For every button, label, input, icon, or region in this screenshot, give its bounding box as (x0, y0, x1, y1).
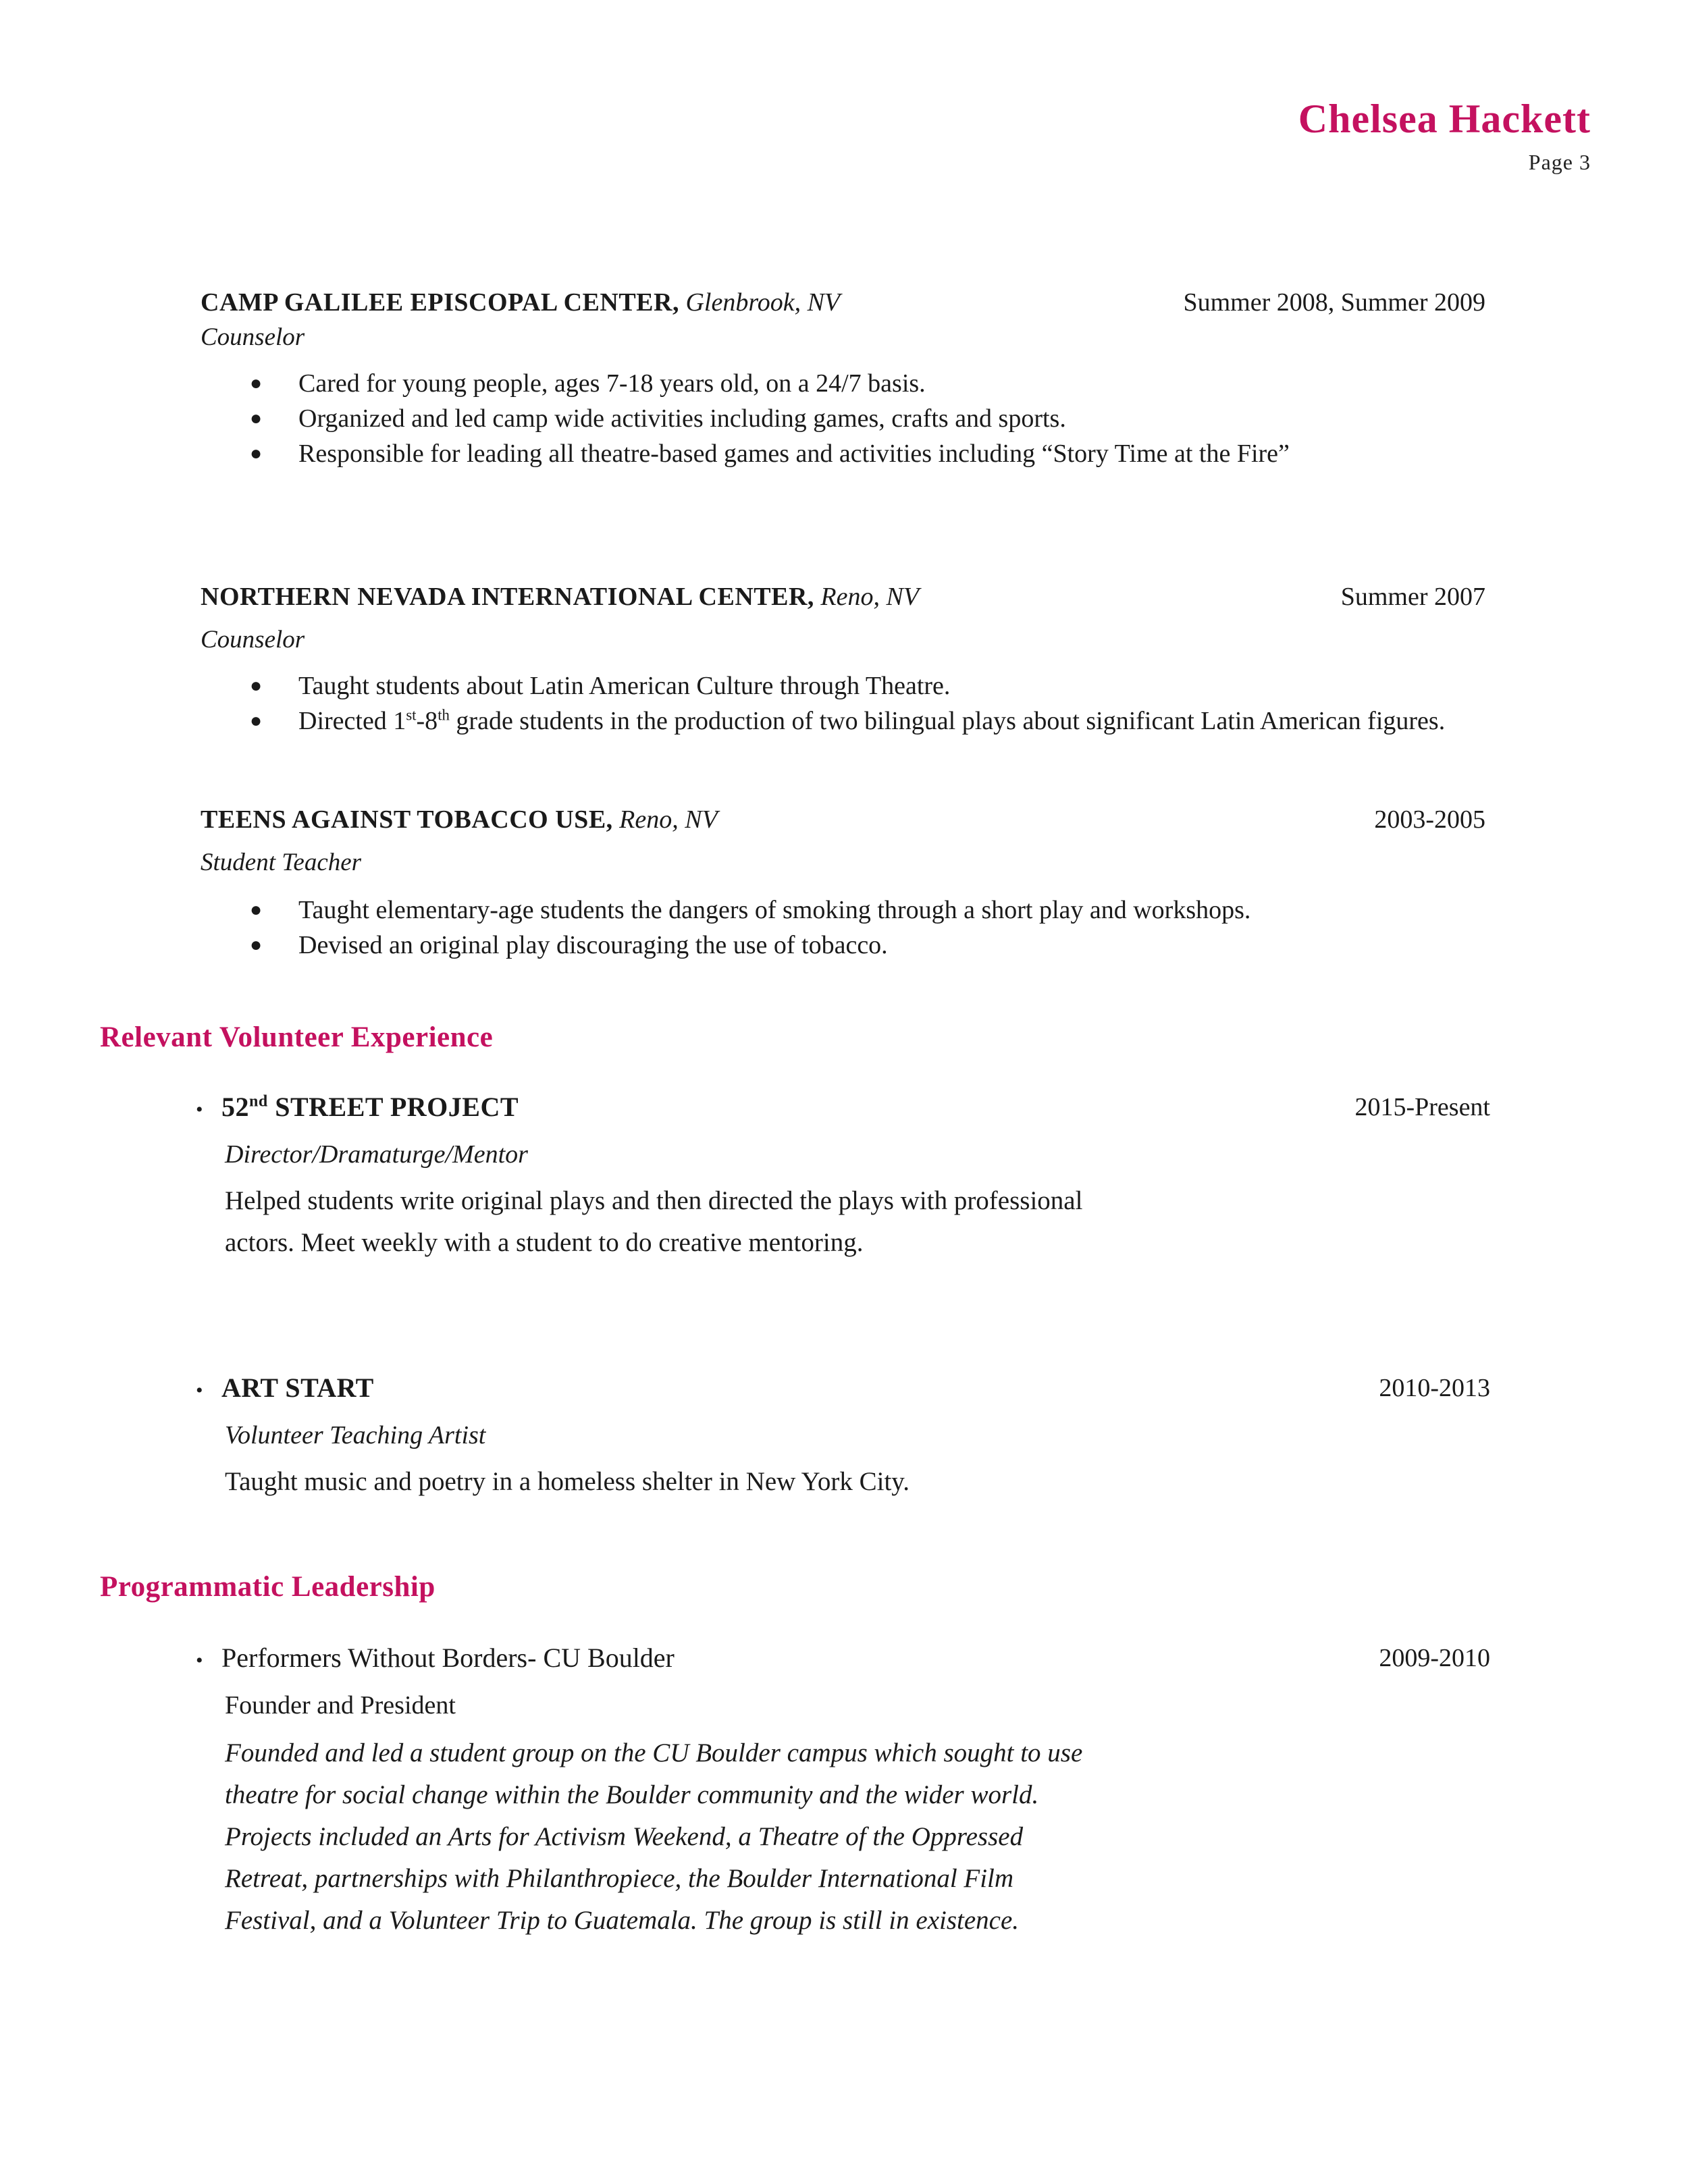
leadership-dates: 2009-2010 (1379, 1644, 1490, 1672)
volunteer-org: 52nd STREET PROJECT (221, 1092, 519, 1122)
list-item: ● Taught students about Latin American Culture through Theatre. (250, 668, 1499, 703)
organization-location: Glenbrook, NV (685, 288, 841, 317)
volunteer-description: Helped students write original plays and then directed the plays with professional actors. Meet weekly with a student to do creative mentoring. (225, 1186, 1083, 1257)
entry-header-tatu (201, 805, 718, 834)
bullet-icon: ● (250, 442, 263, 464)
entry-role: Student Teacher (201, 849, 362, 876)
bullet-icon: • (196, 1649, 203, 1672)
volunteer-description: Taught music and poetry in a homeless shelter in New York City. (225, 1467, 910, 1496)
entry-header-nnic (201, 582, 919, 612)
volunteer-dates: 2015-Present (1354, 1093, 1490, 1121)
list-item: ● Responsible for leading all theatre-based games and activities including “Story Time at the Fire” (250, 436, 1499, 471)
bullet-icon: ● (250, 710, 263, 732)
bullet-icon: ● (250, 934, 263, 956)
entry-header-camp-galilee (201, 288, 840, 317)
bullet-icon: • (196, 1379, 203, 1402)
list-item: ● Devised an original play discouraging the use of tobacco. (250, 928, 1499, 963)
organization-name: NORTHERN NEVADA INTERNATIONAL CENTER, (201, 583, 814, 611)
bullet-icon: ● (250, 407, 263, 429)
organization-name: TEENS AGAINST TOBACCO USE, (201, 805, 613, 834)
bullet-list (250, 366, 1499, 471)
volunteer-role: Director/Dramaturge/Mentor (225, 1140, 528, 1169)
section-heading-leadership: Programmatic Leadership (100, 1571, 436, 1603)
volunteer-dates: 2010-2013 (1379, 1374, 1490, 1402)
organization-location: Reno, NV (619, 805, 718, 834)
list-item: ● Taught elementary-age students the dangers of smoking through a short play and workshops. (250, 893, 1499, 928)
bullet-icon: • (196, 1098, 203, 1121)
entry-role: Counselor (201, 626, 305, 654)
list-item: ● Cared for young people, ages 7-18 years old, on a 24/7 basis. (250, 366, 1499, 401)
entry-dates: Summer 2008, Summer 2009 (1183, 288, 1485, 317)
bullet-list (250, 668, 1499, 739)
section-heading-volunteer: Relevant Volunteer Experience (100, 1021, 494, 1053)
organization-location: Reno, NV (820, 583, 920, 611)
bullet-icon: ● (250, 372, 263, 394)
list-item: ● Organized and led camp wide activities including games, crafts and sports. (250, 401, 1499, 436)
organization-name: CAMP GALILEE EPISCOPAL CENTER, (201, 288, 679, 317)
list-item: ● Directed 1st-8th grade students in the production of two bilingual plays about significant Latin American figures. (250, 703, 1499, 739)
volunteer-item-header (196, 1091, 519, 1123)
entry-role: Counselor (201, 323, 305, 351)
volunteer-item-header (196, 1372, 374, 1404)
leadership-org: Performers Without Borders- CU Boulder (221, 1643, 675, 1673)
volunteer-org: ART START (221, 1373, 374, 1403)
entry-dates: 2003-2005 (1374, 805, 1485, 834)
bullet-icon: ● (250, 674, 263, 697)
leadership-role: Founder and President (225, 1691, 456, 1720)
resume-name: Chelsea Hackett (1298, 97, 1591, 141)
volunteer-role: Volunteer Teaching Artist (225, 1421, 486, 1449)
page-number: Page 3 (1528, 150, 1591, 174)
bullet-icon: ● (250, 899, 263, 921)
leadership-item-header (196, 1642, 675, 1674)
leadership-description: Founded and led a student group on the CU Boulder campus which sought to use theatre for social change within the Boulder community and the wider world. Projects included an Arts for Activism Weekend, a Theatre of the Oppressed Retreat, partnerships with Philanthropiece, the Boulder International Film Festival, and a Volunteer Trip to Guatemala. The group is still in existence. (225, 1738, 1083, 1935)
bullet-list (250, 893, 1499, 963)
entry-dates: Summer 2007 (1340, 583, 1485, 611)
